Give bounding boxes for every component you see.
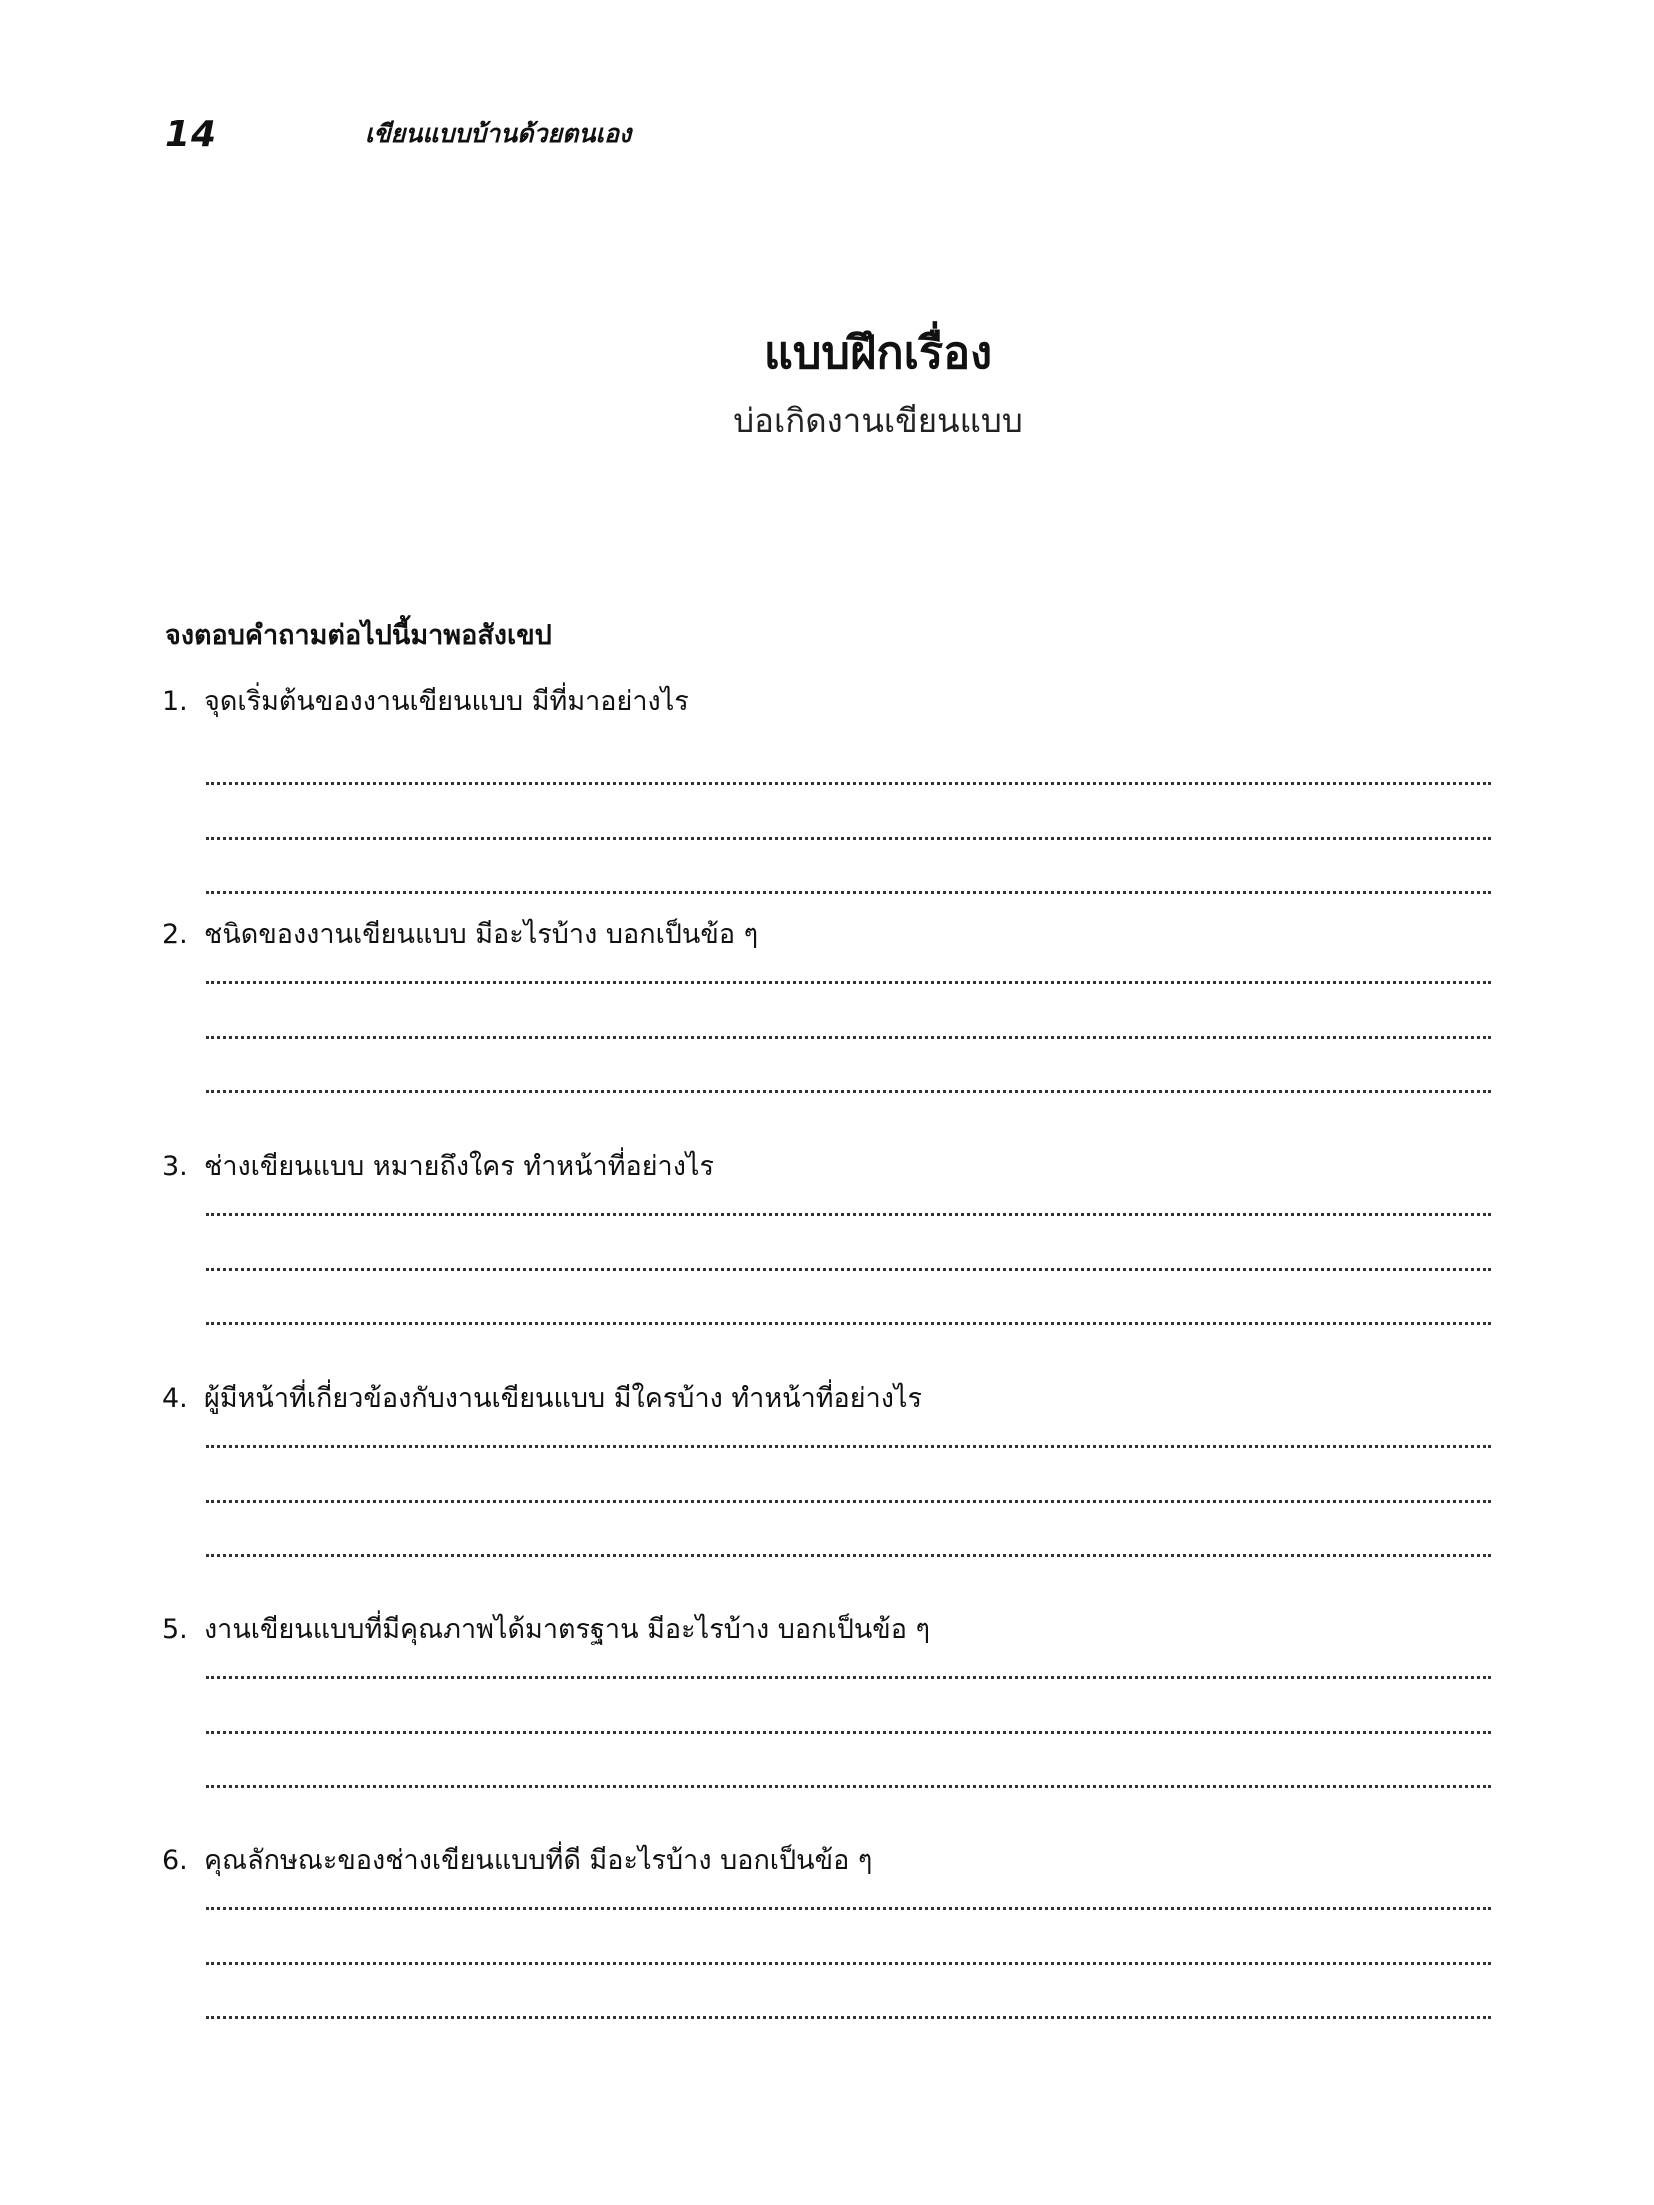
answer-line[interactable] <box>206 1268 1491 1271</box>
question-text <box>162 1377 1492 1421</box>
question-text <box>162 1839 1492 1883</box>
answer-line[interactable] <box>206 1445 1491 1448</box>
exercise-title: แบบฝึกเรื่อง <box>763 326 993 379</box>
question-text <box>162 913 1492 957</box>
question-prompt: ชนิดของงานเขียนแบบ มีอะไรบ้าง บอกเป็นข้อ ๆ <box>204 919 759 950</box>
question-prompt: คุณลักษณะของช่างเขียนแบบที่ดี มีอะไรบ้าง บอกเป็นข้อ ๆ <box>204 1845 873 1876</box>
book-title: เขียนแบบบ้านด้วยตนเอง <box>365 119 632 148</box>
answer-line[interactable] <box>206 1907 1491 1910</box>
answer-line[interactable] <box>206 1731 1491 1734</box>
question-number: 2. <box>162 919 188 950</box>
running-head <box>165 110 631 158</box>
question-5 <box>162 1608 1492 1652</box>
question-prompt: งานเขียนแบบที่มีคุณภาพได้มาตรฐาน มีอะไรบ้าง บอกเป็นข้อ ๆ <box>204 1614 931 1645</box>
question-number: 5. <box>162 1614 188 1645</box>
answer-line[interactable] <box>206 2016 1491 2019</box>
question-prompt: ช่างเขียนแบบ หมายถึงใคร ทำหน้าที่อย่างไร <box>204 1151 714 1182</box>
question-4 <box>162 1377 1492 1421</box>
answer-line[interactable] <box>206 1090 1491 1093</box>
question-number: 3. <box>162 1151 188 1182</box>
question-text <box>162 1608 1492 1652</box>
instruction-text: จงตอบคำถามต่อไปนี้มาพอสังเขป <box>165 620 552 651</box>
answer-line[interactable] <box>206 1554 1491 1557</box>
exercise-subtitle: บ่อเกิดงานเขียนแบบ <box>733 401 1023 440</box>
page-number: 14 <box>165 113 218 155</box>
answer-line[interactable] <box>206 1785 1491 1788</box>
answer-line[interactable] <box>206 837 1491 840</box>
answer-line[interactable] <box>206 1962 1491 1965</box>
answer-line[interactable] <box>206 981 1491 984</box>
answer-line[interactable] <box>206 1500 1491 1503</box>
answer-line[interactable] <box>206 1676 1491 1679</box>
answer-line[interactable] <box>206 891 1491 894</box>
answer-line[interactable] <box>206 1036 1491 1039</box>
answer-line[interactable] <box>206 1322 1491 1325</box>
question-number: 6. <box>162 1845 188 1876</box>
question-1 <box>162 680 1492 724</box>
question-2 <box>162 913 1492 957</box>
question-text <box>162 1145 1492 1189</box>
question-prompt: จุดเริ่มต้นของงานเขียนแบบ มีที่มาอย่างไร <box>204 686 689 717</box>
question-3 <box>162 1145 1492 1189</box>
question-6 <box>162 1839 1492 1883</box>
answer-line[interactable] <box>206 1213 1491 1216</box>
question-number: 4. <box>162 1383 188 1414</box>
question-text <box>162 680 1492 724</box>
answer-line[interactable] <box>206 782 1491 785</box>
question-prompt: ผู้มีหน้าที่เกี่ยวข้องกับงานเขียนแบบ มีใครบ้าง ทำหน้าที่อย่างไร <box>204 1383 923 1414</box>
question-number: 1. <box>162 686 188 717</box>
